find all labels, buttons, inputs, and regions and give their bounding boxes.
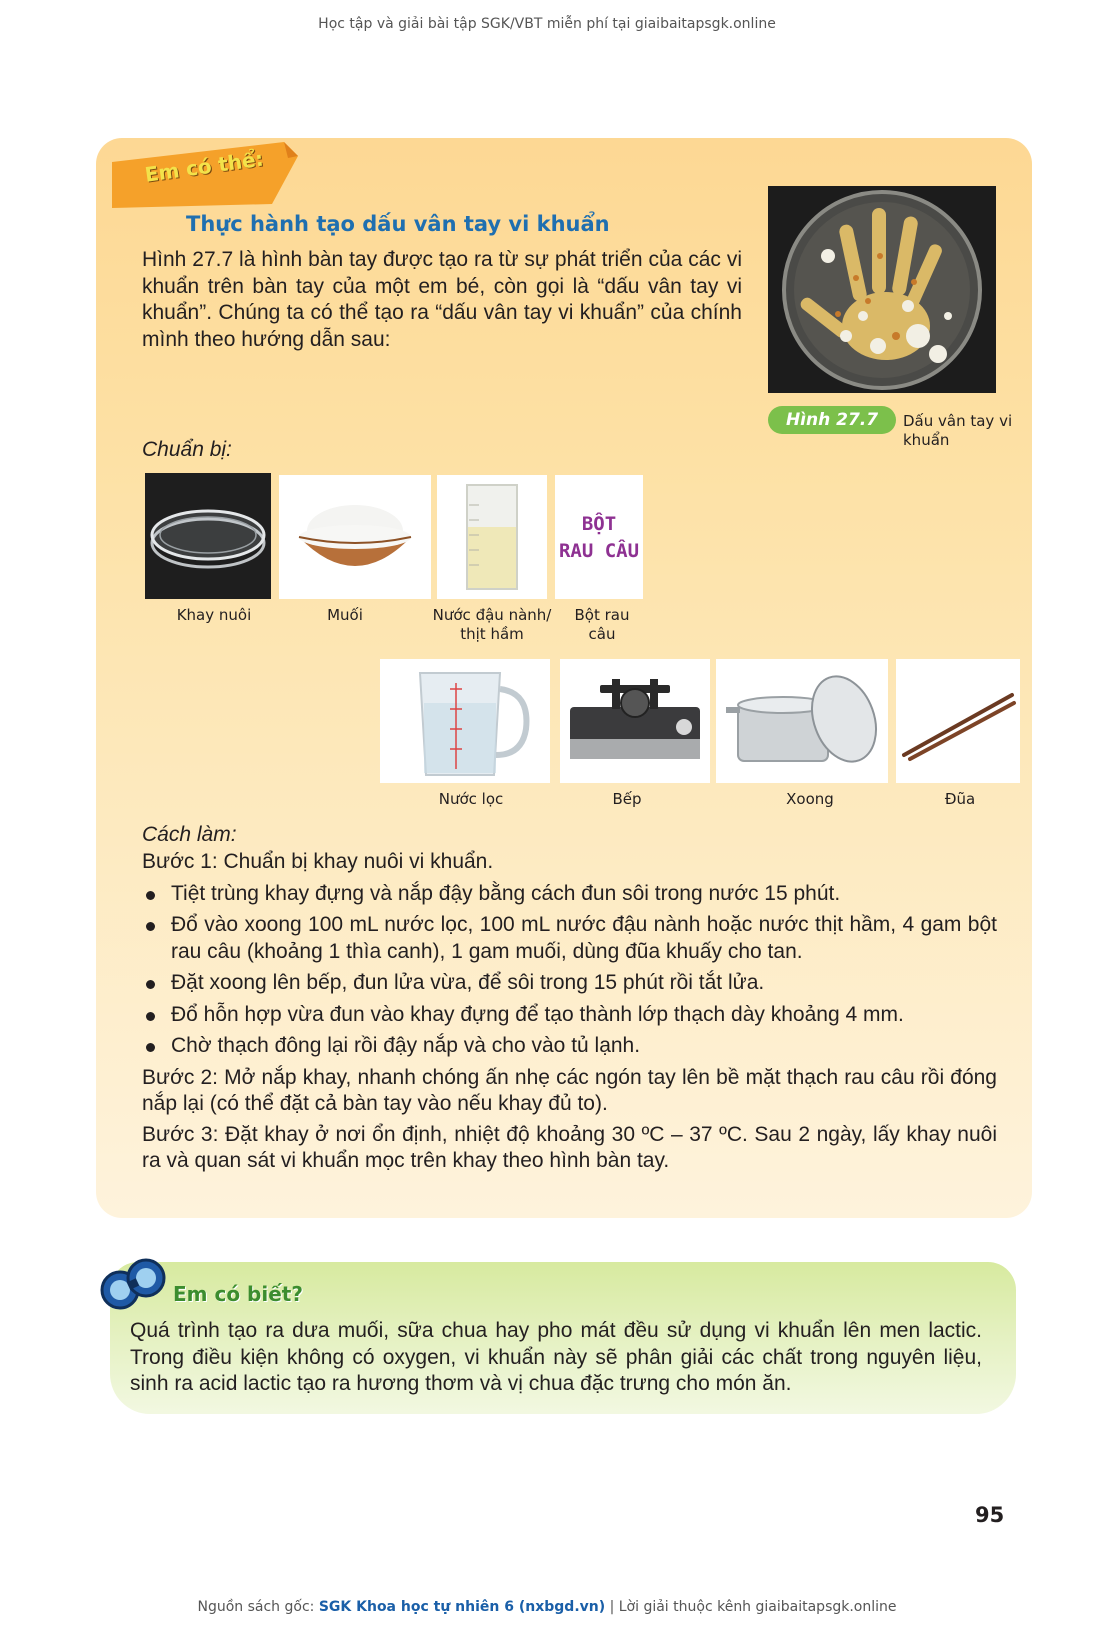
salt-bowl-icon — [279, 475, 431, 599]
step-1-bullet: Đổ vào xoong 100 mL nước lọc, 100 mL nước đậu nành hoặc nước thịt hầm, 4 gam bột rau câu (khoảng 1 thìa canh), 1 gam muối, dùng đũa khuấy cho tan. — [142, 912, 997, 965]
material-label-water: Nước lọc — [438, 790, 504, 808]
agar-powder-text-1: BỘT — [581, 513, 617, 535]
figure-badge: Hình 27.7 — [768, 406, 896, 434]
chopsticks-icon — [896, 659, 1020, 783]
did-you-know-text: Quá trình tạo ra dưa muối, sữa chua hay pho mát đều sử dụng vi khuẩn lên men lactic. Trong điều kiện không có oxygen, vi khuẩn này sẽ phân giải các chất trong nguyên liệu, sinh ra acid lactic tạo ra hương thơm và vị chua đặc trưng cho món ăn. — [130, 1319, 982, 1395]
prepare-label: Chuẩn bị: — [142, 438, 232, 461]
did-you-know-title: Em có biết? — [173, 1282, 303, 1306]
activity-intro: Hình 27.7 là hình bàn tay được tạo ra từ sự phát triển của các vi khuẩn trên bàn tay của một em bé, còn gọi là “dấu vân tay vi khuẩn”. Chúng ta có thể tạo ra “dấu vân tay vi khuẩn” của chính mình theo hướng dẫn sau: — [142, 248, 742, 351]
activity-title: Thực hành tạo dấu vân tay vi khuẩn — [186, 212, 610, 236]
beaker-icon — [437, 475, 547, 599]
petri-dish-icon — [145, 473, 271, 599]
agar-powder-icon — [555, 475, 643, 599]
gas-stove-icon — [560, 659, 710, 783]
step-1-bullet: Đặt xoong lên bếp, đun lửa vừa, để sôi trong 15 phút rồi tắt lửa. — [142, 970, 997, 997]
activity-tab-label: Em có thể: — [143, 146, 265, 187]
pot-icon — [716, 659, 888, 783]
figure-caption: Dấu vân tay vi khuẩn — [903, 412, 1013, 449]
petri-dish-photo — [768, 186, 996, 393]
step-1-bullet: Chờ thạch đông lại rồi đậy nắp và cho vào tủ lạnh. — [142, 1033, 997, 1060]
footer-suffix: | Lời giải thuộc kênh giaibaitapsgk.online — [605, 1599, 897, 1615]
step-1: Bước 1: Chuẩn bị khay nuôi vi khuẩn. — [142, 850, 494, 873]
step-2: Bước 2: Mở nắp khay, nhanh chóng ấn nhẹ các ngón tay lên bề mặt thạch rau câu rồi đóng nắp lại (có thể đặt cả bàn tay vào nếu khay đủ to). — [142, 1065, 997, 1115]
material-label-tray: Khay nuôi — [176, 606, 252, 624]
bacteria-handprint-image — [768, 186, 996, 393]
material-label-broth: Nước đậu nành/ thịt hầm — [432, 606, 552, 643]
header-note: Học tập và giải bài tập SGK/VBT miễn phí tại giaibaitapsgk.online — [318, 16, 776, 32]
material-label-salt: Muối — [327, 606, 363, 624]
step-1-bullet: Tiệt trùng khay đựng và nắp đậy bằng cách đun sôi trong nước 15 phút. — [142, 881, 997, 908]
method-steps — [142, 849, 997, 1175]
measuring-jug-icon — [380, 659, 550, 783]
step-1-bullet: Đổ hỗn hợp vừa đun vào khay đựng để tạo thành lớp thạch dày khoảng 4 mm. — [142, 1002, 997, 1029]
binoculars-icon — [98, 1252, 168, 1314]
method-label: Cách làm: — [142, 823, 237, 846]
footer-note — [0, 1599, 1094, 1615]
step-3: Bước 3: Đặt khay ở nơi ổn định, nhiệt độ khoảng 30 ºC – 37 ºC. Sau 2 ngày, lấy khay nuôi ra và quan sát vi khuẩn mọc trên khay theo hình bàn tay. — [142, 1122, 997, 1172]
material-label-stove: Bếp — [612, 790, 642, 808]
page-number: 95 — [975, 1503, 1005, 1527]
material-label-chopsticks: Đũa — [944, 790, 976, 808]
agar-powder-text-2: RAU CÂU — [558, 540, 640, 562]
step-1-bullets — [142, 881, 997, 1060]
footer-prefix: Nguồn sách gốc: — [197, 1599, 319, 1615]
material-label-pot: Xoong — [786, 790, 834, 808]
material-label-agar: Bột rau câu — [574, 606, 630, 643]
footer-source-link[interactable]: SGK Khoa học tự nhiên 6 (nxbgd.vn) — [318, 1599, 606, 1615]
